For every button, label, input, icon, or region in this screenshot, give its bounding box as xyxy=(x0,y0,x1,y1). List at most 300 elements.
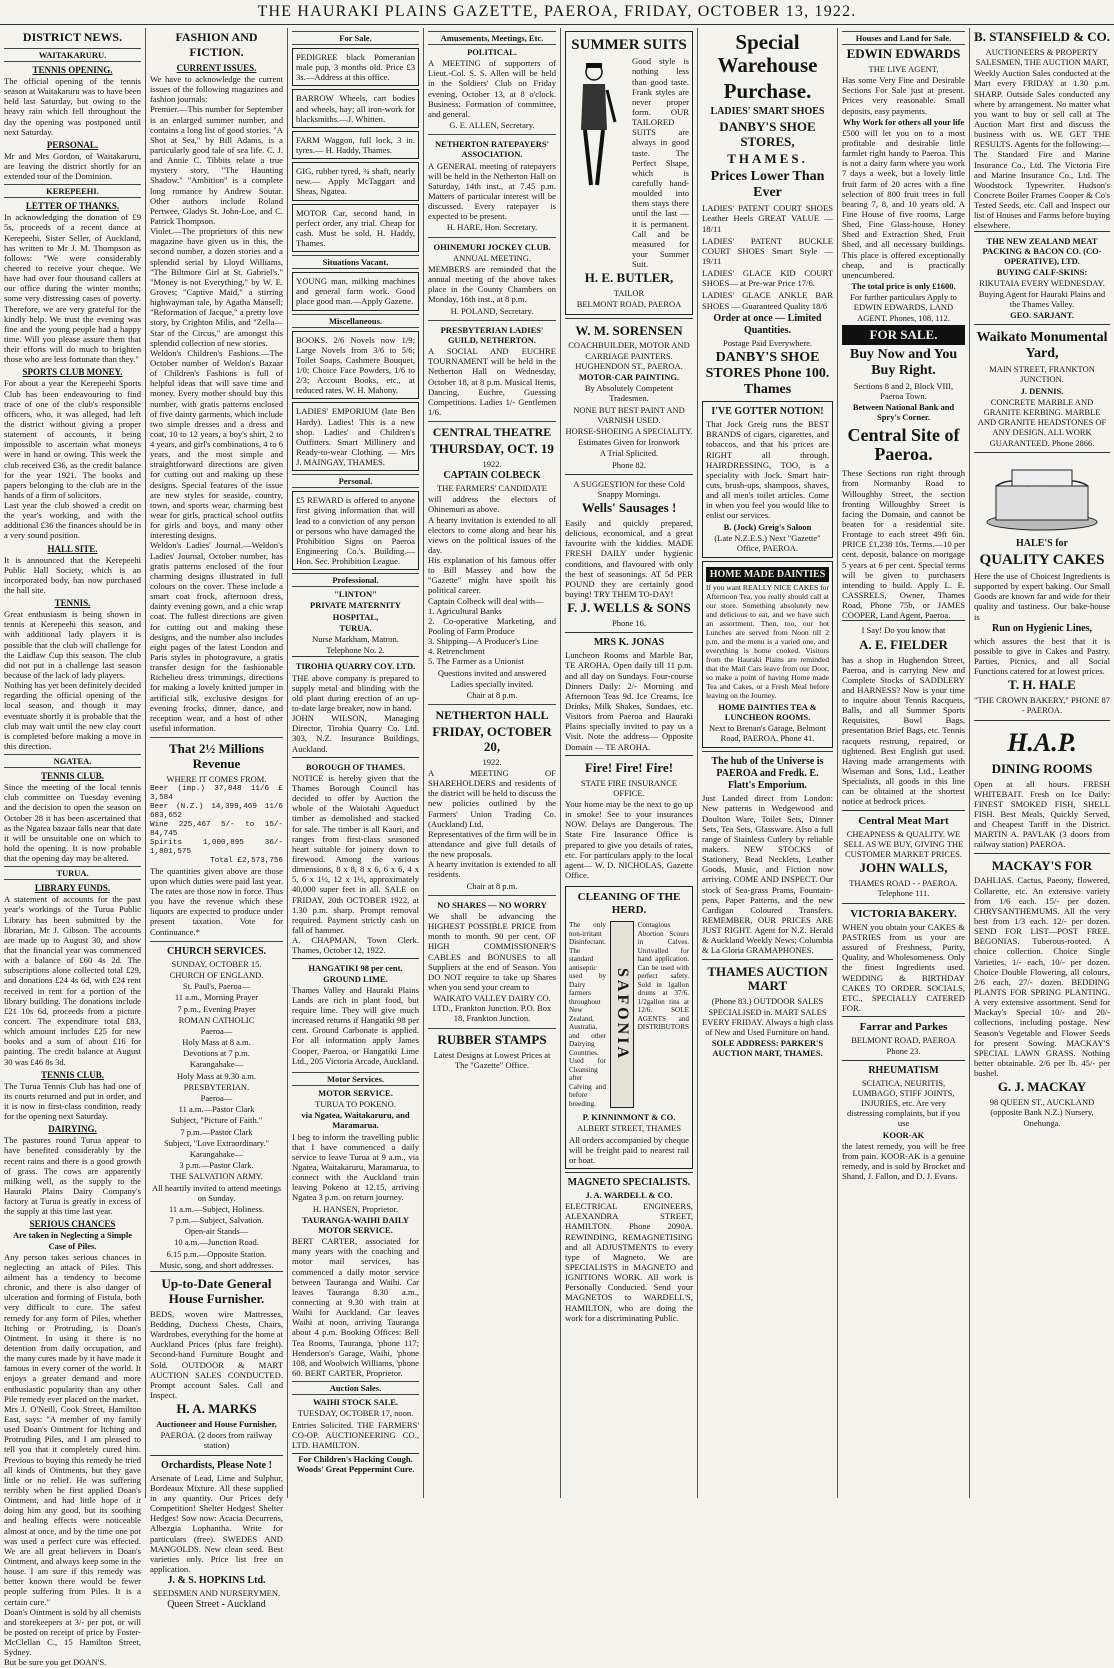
article-paragraph: Weldon's Ladies' Journal.—Weldon's Ladies' Journal, October number, has gratis patterns enclosed of the four charming designs illustrated in full colours on the cover. These include a smart coat frock, afternoon dress, dainty evening gown, and a chic wrap coat. The fullest directions are given for cutting out and making these designs, and the number also includes eight pages of the latest London and Paris styles in photogravure, a gratis transfer design for the fashionable Richelieu dress trimmings, directions for making a lovely knitted jumper in artificial silk, exclusive designs for evening frocks, dinner, dance, and reception wear, and a host of other useful information. xyxy=(150,540,283,733)
ad-text: The only non-irritant Disinfectant. The standard antiseptic used by Dairy farmers throughout New Zealand, Australia, and other Dairying Countries. Used for Cleansing after Calving and before breeding. xyxy=(569,921,606,1108)
shop-name: DANBY'S SHOE STORES, xyxy=(719,119,816,150)
ad-tagline: SEEDSMEN AND NURSERYMEN. xyxy=(152,1588,281,1599)
category-heading: Professional. xyxy=(292,573,419,587)
notice-title: PRESBYTERIAN LADIES' GUILD, NETHERTON. xyxy=(440,324,544,345)
article-paragraph: The official opening of the tennis season at Waitakaruru was to have been held last Saturday, but owing to the heavy rain which fell throughout the day the opening was postponed until next Saturday. xyxy=(4,76,141,137)
church-line: 11 a.m.—Subject, Holiness. xyxy=(168,1203,265,1214)
divider xyxy=(428,704,556,705)
product-name: SAFONIA xyxy=(613,968,631,1062)
ad-text: RIKUTAIA EVERY WEDNESDAY. Buying Agent for Hauraki Plains and the Thames Valley. xyxy=(978,278,1106,309)
church-line: ROMAN CATHOLIC xyxy=(178,1014,255,1025)
ad-text: BEDS, woven wire Mattresses, Bedding, Duchess Chests, Chairs, Wardrobes, everything for the home at Auckland Prices (plus fare freight). Second-hand Furniture Bought and Sold. OUTDOOR & MART AUCTION SALES CONDUCTED. Prompt account Sales. Call and Inspect. xyxy=(150,1308,283,1401)
ad-location: (Late N.Z.E.S.) Next "Gazette" Office, PAEROA. xyxy=(714,532,821,553)
church-line: 6.15 p.m.—Opposite Station. xyxy=(166,1248,267,1259)
classified-ad xyxy=(292,131,419,159)
ad-title: Orchardists, Please Note ! xyxy=(161,1459,272,1471)
ad-name: J. A. WARDELL & CO. xyxy=(585,1189,673,1200)
cake-illustration-icon xyxy=(982,462,1102,532)
ad-title: Wells' Sausages ! xyxy=(581,500,677,516)
ad-name: T. H. HALE xyxy=(1008,677,1076,693)
classified-ad xyxy=(292,491,419,570)
ad-title: DINING ROOMS xyxy=(991,760,1093,776)
ad-text: Luncheon Rooms and Marble Bar, TE AROHA. Open daily till 11 p.m. and all day on Sundays. Four-course Dinners Daily: 2/- Morning and Afternoon Teas 9d. Ice Creams, Ice Drinks, Milk Shakes, Sundaes, etc. Visitors from Paeroa and Hauraki Plains specially invited to pay us a Visit. Note the address— Opposite Domain — TE AROHA. xyxy=(565,650,693,752)
notice-text: A MEETING OF SHAREHOLDERS and residents of the district will be held to discuss the new policies outlined by the Farmers' Union Trading Co. (Auckland) Ltd. xyxy=(428,768,556,829)
footer-note: For Children's Hacking Cough. Woods' Great Peppermint Cure. xyxy=(292,1453,419,1474)
ad-text: CHEAPNESS & QUALITY. WE SELL AS WE BUY, GIVING THE CUSTOMER MARKET PRICES. xyxy=(843,828,964,860)
ad-title: THAMES AUCTION MART xyxy=(707,963,828,994)
borough-ad xyxy=(292,757,419,959)
church-title: CHURCH SERVICES. xyxy=(166,945,267,957)
ad-signature: GEO. SARJANT. xyxy=(1010,309,1074,320)
sub-heading: Are taken in Neglecting a Simple Case of Piles. xyxy=(12,1230,133,1251)
article-paragraph: Since the meeting of the local tennis club committee on Tuesday evening and the decision to open the season on October 28 it has been ascertained that as the Ngatea bazaar falls near that date it will be unsuitable one on which to hold the opening. It is now probable that the opening day may be altered. xyxy=(4,782,141,864)
ad-text: BOOKS. 2/6 Novels now 1/9; Large Novels from 3/6 to 5/6; Toilet Soaps, Cashmere Bouquet, 1/0; Choice Face Powders, 1/6 to 2/3; Account Books, etc., at reduced rates. W. H. Mahony. xyxy=(296,334,415,396)
ad-text: GIG, rubber tyred, ¾ shaft, nearly new.— Apply McTaggart and Sheas, Ngatea. xyxy=(296,166,415,197)
notice-text: Chair at 8 p.m. xyxy=(466,880,518,891)
ad-signature: JOHN WILSON, Managing Director, Tirohia Quarry Co. Ltd. 303, N.Z. Insurance Buildings, Auckland. xyxy=(292,713,419,754)
church-line: 11 a.m., Morning Prayer xyxy=(174,992,259,1003)
article-paragraph: In acknowledging the donation of £9 5s, proceeds of a recent dance at Kerepeehi, Sister Seller, of Auckland, has written to Mr J. M. Thompson as follows: "We were considerably cheered to receive your cheque. We have had over four thousand callers at our office during the winter months; some very distressing cases of poverty. Therefore, we are very grateful for the kindly help. We trust the evening was fine and the young people had a happy time. Will you please assure them that their efforts will do much to brighten those who are less fortunate than they." xyxy=(4,212,141,365)
ad-location: THAMES ROAD - - PAEROA. Telephone 111. xyxy=(849,878,958,899)
ad-location: Queen Street - Auckland xyxy=(167,1599,266,1611)
ad-title: VICTORIA BAKERY. xyxy=(850,907,957,920)
column-classifieds xyxy=(288,28,424,1498)
classified-ad xyxy=(292,89,419,127)
ad-text: A Trial Splicited. xyxy=(599,448,659,459)
hospital-line: Telephone No. 2. xyxy=(326,645,385,656)
hall-year: 1922. xyxy=(482,756,502,767)
ad-subtitle: Run on Hygienic Lines, xyxy=(991,622,1093,634)
ad-location: BELMONT ROAD, PAEROA xyxy=(576,299,682,310)
ad-title: Central Meat Mart xyxy=(858,814,949,827)
ad-text: which assures the best that it is possible to give in Cakes and Pastry. Parties, Picnics, and all Social Functions catered for at lowest prices. xyxy=(974,635,1110,677)
sub-heading: SPORTS CLUB MONEY. xyxy=(22,367,123,378)
sub-heading: TENNIS OPENING. xyxy=(32,65,113,75)
ad-subtitle: TURUA TO POKENO. xyxy=(315,1099,396,1110)
divider xyxy=(150,737,283,738)
ad-text: Sections 8 and 2, Block VIII, Paeroa Town. xyxy=(853,380,954,402)
ad-subtitle: Why Work for others all your life xyxy=(842,116,965,127)
shop-location: THAMES. xyxy=(727,151,808,167)
divider xyxy=(428,134,556,135)
ad-name: HOME DAINTIES TEA & LUNCHEON ROOMS. xyxy=(718,701,817,722)
article-paragraph: We have to acknowledge the current issues of the following magazines and fashion journals: xyxy=(150,74,283,105)
rheumatism-ad xyxy=(842,1060,965,1185)
ad-text: THE above company is prepared to supply metal and blinding with the old plant during erection of an up-to-date large breaker, now in hand. xyxy=(292,672,419,713)
notice-text: Chair at 8 p.m. xyxy=(466,689,518,700)
article-paragraph: Doan's Ointment is sold by all chemists and storekeepers at 3/- per pot, or will be posted on receipt of price by Foster-McClellan C., 15 Hamilton Street, Sydney. xyxy=(4,1606,141,1658)
ad-name: F. J. WELLS & SONS xyxy=(567,600,691,616)
ad-text: These Sections run right through from Normanby Road to Willoughby Street, the section fronting Willoughby Street is facing the Domain, and cannot be beaten for a residential site. Frontage to each street 49ft 6in. PRICE £1,238 10s. Terms.—10 per cent. deposit, balance on mortgage 5 years at 6 per cent. Special terms will be given to purchasers intending to build. Apply L. E. CASSRELS, Owner, Thames Road, Phone 75b, or JAMES COOPER, Land Agent, Paeroa. xyxy=(842,468,965,621)
man-figure-icon xyxy=(569,60,629,190)
ad-text: COACHBUILDER, MOTOR AND CARRIAGE PAINTERS. HUGHENDON ST., PAEROA. xyxy=(568,340,690,371)
section-title: DISTRICT NEWS. xyxy=(22,30,123,44)
ad-phone: Phone 16. xyxy=(612,618,646,629)
ad-text: DAHLIAS. Cactus, Paeony, flowered, Collarette, etc. An extensive variety from 1/6 each. 15/- per dozen. CHRYSANTHEMUMS. All the very best from 1/3 each. 12/- per dozen. SEND FOR LIST—POST FREE. BEGONIAS. Tuberous-rooted. A choice collection. Choice Single Varieties, 1/- each, 10/- per dozen. Choice Double Flowering, all colours, 2/6 each, 27/- dozen. BEDDING PLANTS FOR SPRING PLANTING. A very extensive assortment. Send for Mackay's Special 10/- and 20/- collections, including postage. New Season's Vegetable and Flower Seeds for present Sowing. MACKAY'S SPECIAL LAWN GRASS. Nothing better obtainable. 2/6 per lb. 45/- per bushel. xyxy=(974,875,1110,1079)
ad-text: Weekly Auction Sales conducted at the Mart every FRIDAY at 1.30 p.m. SHARP. Outside Sales conducted any where by arrangement. No matter what you want to buy or sell call at The Auction Mart first and discuss the business with us. WE GET THE RESULTS. Agents for the following:— The Standard Fire and Marine Insurance Co., Ltd. The Victoria Fire and Marine Insurance Co., Ltd. The Woodstock Typewriter. Hudson's Concrete Boiler Frames Cooper & Co's Tested Seeds, etc. Call and Inspect our list of Houses and Farms before buying elsewhere. xyxy=(974,68,1110,231)
hospital-ad xyxy=(292,589,419,655)
classified-ad xyxy=(292,48,419,86)
ad-title: TIROHIA QUARRY COY. LTD. xyxy=(295,661,416,672)
lime-ad xyxy=(292,958,419,1069)
product-name-vertical xyxy=(610,921,634,1108)
ad-text: Open at all hours. FRESH WHITEBAIT. Fresh on Ice Daily: FINEST SMOKED FISH, SHELL FISH. Best Meals, Quickly Served, and Cheapest Tariff in the District. MARTIN A. PAVLAK (3 doors from railway station) PAEROA. xyxy=(974,778,1110,850)
ad-subtitle: MOTOR-CAR PAINTING. xyxy=(578,372,680,383)
firm-tagline: AUCTIONEERS & PROPERTY SALESMEN, THE AUCTION MART, xyxy=(975,46,1109,68)
ad-text: has a shop in Hughendon Street, Paeroa, and is carrying New and Complete Stocks of SADDLERY and HARNESS? Now is your time to inquire about Tennis Racquets, Balls, and all Summer Sports Requisites, Bowl Bags, presentation Brief Bags, etc. Tennis racquets restrung, repaired, or tightened. Best English gut used. Having made arrangements with Wiseman and Sons, Ltd., Leather Specialists, all goods in this line can be obtained at the shortest notice at bedrock prices. xyxy=(842,654,965,807)
shoe-item: LADIES' PATENT BUCKLE COURT SHOES Smart Style — 19/11 xyxy=(702,235,833,266)
notice-text: will address the electors of Ohinemuri as above. xyxy=(428,494,556,515)
article-paragraph: The quantities given above are those upon which duties were paid last year. The rates are those now in force. Thus you have the revenue which these liquors are expected to produce under present taxation. Vote for Continuance.* xyxy=(150,865,283,937)
ad-title: MOTOR SERVICE. xyxy=(318,1087,393,1098)
ad-title: CLEANING OF THE HERD. xyxy=(577,891,681,917)
classified-ad xyxy=(292,204,419,253)
ad-title: The hub of the Universe is PAEROA and Fredk. E. Flatt's Emporium. xyxy=(711,756,824,792)
ad-text: BERT CARTER, associated for many years with the coaching and motor mail services, has commenced a daily motor service between Tauranga and Waihi. Car leaves Tauranga 8.30 a.m., connecting at 9.30 with train at Waihi for Auckland. Car leaves Waihi at noon, arriving Tauranga about 4 p.m. Booking Offices: Bell Tea Rooms, Tauranga, 'phone 117; Henderson's Garage, Waihi, 'phone 108, and Woolwich Williams, 'phone 60. BERT CARTER, Proprietor. xyxy=(292,1236,419,1378)
notice-text: A GENERAL meeting of ratepayers will be held in the Netherton Hall on Saturday, 14th inst., at 7.45 p.m. Matters of particular interest will be discussed. Every ratepayer is expected to be present. xyxy=(428,160,556,222)
sub-heading: TENNIS CLUB. xyxy=(40,1069,105,1080)
ad-subtitle: Between National Bank and Spry's Corner. xyxy=(852,402,955,423)
revenue-row: Wine 225,467 5/- to 15/- 84,745 xyxy=(150,821,283,838)
sub-heading: DAIRYING. xyxy=(48,1124,97,1135)
ad-text: Arsenate of Lead, Lime and Sulphur, Bordeaux Mixture. All these supplied in any quantity. Our Prices defy Competition! Shelter Hedges! Shelter Hedges! Sow now: Acacia Decurrens, Albezgia Lophantha. Write for particulars (free). SWEDES AND MANGOLDS. New clean seed. Best varieties only. Price list free on application. xyxy=(150,1472,283,1574)
ad-name: A. E. FIELDER xyxy=(859,636,948,652)
church-line: 3 p.m.—Pastor Clark. xyxy=(179,1160,254,1171)
notice-text: Captain Colbeck will deal with— xyxy=(428,595,544,606)
ad-title: MRS K. JONAS xyxy=(593,637,665,649)
ad-text: BARROW Wheels, cart bodies and wheels, hay; all iron-work for blacksmiths.—J. Whitten. xyxy=(296,93,415,124)
shoe-item: LADIES' GLACE KID COURT SHOES— at Pre-war Price 17/6. xyxy=(702,268,833,289)
category-heading: Motor Services. xyxy=(292,1072,419,1086)
ad-headline: Central Site of Paeroa. xyxy=(847,424,960,465)
ad-text: All orders accompanied by cheque will be freight paid to nearest rail or boat. xyxy=(569,1134,689,1165)
ad-location: Next to Brenan's Garage, Belmont Road, PAEROA. Phone 41. xyxy=(709,722,826,744)
article-paragraph: But be sure you get DOAN'S. xyxy=(4,1657,107,1668)
ad-pretext: A SUGGESTION for these Cold Snappy Mornings. xyxy=(573,478,685,499)
hospital-line: PRIVATE MATERNITY xyxy=(310,600,401,611)
revenue-table xyxy=(150,785,283,866)
ad-text: Good style is nothing less than good taste. Frank styles are never proper form. OUR TAILORED SUITS are always in good taste. The Perfect Shape, which is carefully hand-moulded into them stays there until the last — it is permanent. Call and be measured for your Summer Suit. xyxy=(632,56,689,270)
product-name: KOOR-AK xyxy=(882,1129,925,1140)
ad-tagline: Auctioneer and House Furnisher, xyxy=(156,1419,277,1430)
ad-title: MACKAY'S FOR xyxy=(991,857,1093,873)
ad-location: BELMONT ROAD, PAEROA Phone 23. xyxy=(851,1035,956,1056)
classified-ad xyxy=(292,272,419,310)
dainties-ad xyxy=(702,561,833,748)
hospital-line: Nurse Markham, Matron. xyxy=(312,633,399,644)
ad-subtitle: via Ngatea, Waitakaruru, and Maramarua. xyxy=(301,1110,410,1131)
theatre-date: THURSDAY, OCT. 19 xyxy=(430,440,554,456)
fielder-ad xyxy=(842,620,965,809)
revenue-row: Spirits 1,000,895 36/- 1,801,575 xyxy=(150,838,283,856)
article-paragraph: For about a year the Kerepeehi Sports Club has been endeavouring to find trace of one of the club's responsible officers, who, it was alleged, had left the district without giving a proper statement of accounts, it being impossible to ascertain what moneys were in hand or owing. This week the club received £36, as the credit balance for the year 1921. The books and papers belonging to the club are in the hands of a firm of solicitors. xyxy=(4,378,141,500)
dining-ad xyxy=(974,720,1110,853)
ad-text: Contagious Abortion Scours in Calves. Unrivalled for hand application. Can be used with perfect safety. Sold in 1gallon drums at 37/6. 1/2gallon tins at 12/6. SOLE AGENTS and DISTRIBUTORS xyxy=(637,921,689,1032)
church-line: Open-air Stands— xyxy=(184,1226,249,1237)
revenue-row: Beer (N.Z.) 14,399,469 11/6 683,652 xyxy=(150,803,283,821)
ad-signature: SOLE ADDRESS: PARKER'S AUCTION MART, THAMES. xyxy=(711,1038,824,1059)
ad-price: The total price is only £1600. xyxy=(851,280,956,291)
ad-title: I'VE GOTTER NOTION! xyxy=(711,406,824,418)
church-line: Paeroa— xyxy=(200,1025,233,1036)
notice-signature: H. HARE, Hon. Secretary. xyxy=(446,222,538,233)
ad-title: Up-to-Date General House Furnisher. xyxy=(161,1276,272,1306)
ad-footer: DANBY'S SHOE STORES Phone 100. Thames xyxy=(705,349,830,398)
ad-text: Phone 82. xyxy=(612,459,646,470)
notice-subtitle: ANNUAL MEETING. xyxy=(452,252,532,263)
church-line: Paeroa— xyxy=(200,1093,233,1104)
hall-date: FRIDAY, OCTOBER 20, xyxy=(432,723,552,754)
ad-title: Purchase. xyxy=(723,79,812,104)
church-line: Karangahake— xyxy=(189,1059,244,1070)
article-paragraph: Violet.—The proprietors of this new magazine have given us in this, the second number, a dozen stories and a splendid serial by Lloyd Williams, "The Biltmore Girl at St. Gabriel's." "Money is not Everything," by W. E. Groves; "Captive Maid," a stirring highwayman tale, by Agatha Mansell; "Reformation of Jacque," a pretty love story, by Crighton Milis, and "Zella—Star of the Circus," are amongst this splendid collection of new stories. xyxy=(150,226,283,348)
ad-title: Special Warehouse xyxy=(717,30,818,78)
ad-location: MAIN STREET, FRANKTON JUNCTION. xyxy=(989,364,1095,385)
sorensen-ad xyxy=(565,318,693,474)
theatre-title: CENTRAL THEATRE xyxy=(432,425,552,440)
church-line: Subject, "Picture of Faith." xyxy=(170,1115,263,1126)
section-title: FASHION AND FICTION. xyxy=(175,30,258,59)
ad-text: Postage Paid Everywhere. xyxy=(723,337,812,348)
ad-title: WAIHI STOCK SALE. xyxy=(312,1397,399,1408)
classified-ad xyxy=(292,331,419,400)
ad-signature: H. HANSEN, Proprietor. xyxy=(312,1203,399,1214)
hall-title: NETHERTON HALL xyxy=(435,708,549,723)
category-heading: Houses and Land for Sale. xyxy=(842,31,965,45)
ad-text: (Phone 83.) OUTDOOR SALES SPECIALISED in. MART SALES EVERY FRIDAY. Always a high class of New and Used Furniture on hand. xyxy=(702,996,833,1037)
notice-title: POLITICAL. xyxy=(467,47,517,57)
ad-text: I beg to inform the travelling public that I have commenced a daily service to leave Turua at 9 a.m., via Ngatea, Waitakaruru, Maramarua, to connect with the Auckland train leaving Pokeno at 12.15, arriving Ngatea 3 p.m. on return journey. xyxy=(292,1131,419,1203)
church-line: THE SALVATION ARMY. xyxy=(170,1171,263,1182)
ad-subtitle: BUYING CALF-SKINS: xyxy=(996,267,1088,278)
ad-text: MOTOR Car, second hand, in perfect order, any trial. Cheap for cash. Must be sold. H. Haddy, Thames. xyxy=(296,207,415,248)
column-meetings xyxy=(424,28,561,1498)
ad-name: H. A. MARKS xyxy=(176,1401,257,1417)
church-line: Karangahake— xyxy=(189,1148,244,1159)
column-land xyxy=(838,28,970,1498)
church-line: Holy Mass at 9.30 a.m. xyxy=(176,1070,257,1081)
church-line: St. Paul's, Paeroa— xyxy=(182,981,251,992)
notice-title: NO SHARES — NO WORRY xyxy=(437,899,547,910)
category-heading: Situations Vacant. xyxy=(292,255,419,269)
article-paragraph: Any person takes serious chances in neglecting an attack of Piles. This ailment has a tendency to become chronic, and there is also danger of ulceration and forming of Fistula, both very difficult to cure. The safest remedy for any form of Piles, whether Itching or Protruding, is Doan's Ointment. In using it there is no detention from daily occupation, and the many cures made by it have made it famous in every corner of the world. It enjoys a greater demand and more enthusiastic popularity than any other Pile remedy ever placed on the market. xyxy=(4,1251,141,1404)
ad-text: Entries Solicited. THE FARMERS' CO-OP. AUCTIONEERING CO., LTD. HAMILTON. xyxy=(292,1419,419,1450)
ad-text: £5 REWARD is offered to anyone first giving information that will lead to a conviction of any person or persons who have damaged the Prohibition Signs on Paeroa Engineering Co.'s. Building.— Hon. Sec. Prohibition League. xyxy=(296,495,415,567)
flatt-ad xyxy=(702,751,833,958)
ad-name: JOHN WALLS, xyxy=(859,860,948,876)
revenue-total: Total £2,573,756 xyxy=(210,856,283,865)
agent-tagline: THE LIVE AGENT, xyxy=(868,63,939,74)
category-heading: Personal. xyxy=(292,474,419,488)
ad-subtitle: LADIES' SMART SHOES xyxy=(710,106,825,118)
monumental-ad xyxy=(974,324,1110,452)
notice-text: A SOCIAL AND EUCHRE TOURNAMENT will be held in the Netherton Hall on Wednesday, October 18, at 8 p.m. Musical Items, Dancing, Euchre, Guessing Competitions. Ladies 1/- Gentlemen 1/6. xyxy=(428,346,556,417)
category-heading: For Sale. xyxy=(292,31,419,45)
topic-item: 5. The Farmer as a Unionist xyxy=(428,656,524,667)
sub-heading: CURRENT ISSUES. xyxy=(176,63,257,73)
ad-text: Order at once — Limited Quantities. xyxy=(713,312,822,336)
notice-signature: H. POLAND, Secretary. xyxy=(450,305,534,316)
ad-title: MAGNETO SPECIALISTS. xyxy=(567,1176,691,1188)
hospital-line: "LINTON" xyxy=(334,589,377,600)
ad-text: HORSE-SHOEING A SPECIALITY. xyxy=(565,425,693,436)
ad-location: ALBERT STREET, THAMES xyxy=(576,1123,682,1134)
fire-ad xyxy=(565,755,693,883)
revenue-row: Beer (imp.) 37,848 11/6 £ 3,584 xyxy=(150,785,283,803)
masthead: THE HAURAKI PLAINS GAZETTE, PAEROA, FRIDAY, OCTOBER 13, 1922. xyxy=(0,0,1114,25)
dining-monogram: H.A.P. xyxy=(1007,727,1077,757)
ad-location: 98 QUEEN ST., AUCKLAND (opposite Bank N.Z.) Nursery, Onehunga. xyxy=(989,1097,1095,1128)
furnisher-ad xyxy=(150,1271,283,1455)
orchardists-ad xyxy=(150,1455,283,1616)
classified-ad xyxy=(292,402,419,471)
church-line: Music, song, and short addresses. xyxy=(159,1259,274,1270)
ad-text: NOTICE is hereby given that the Thames Borough Council has decided to offer by Auction the whole of the Waiotahi Aqueduct timber as demolished and stacked for sale. The timber is all Kauri, and ranges from first-class seasoned heart suitable for joinery down to firewood. Among the various dimensions, 8 x 8, 8 x 6, 6 x 6, 4 x 5, 6 x 1½, 12 x 1½, approximately 40,000 super feet in all. SALE on FRIDAY, 20th OCTOBER 1922, at 1.30 p.m. sharp. Prompt removal required. Payment strictly cash on fall of hammer. xyxy=(292,772,419,935)
classified-ad xyxy=(292,162,419,200)
farrar-ad xyxy=(842,1016,965,1060)
column-district-news xyxy=(0,28,146,1668)
divider xyxy=(428,1028,556,1029)
ad-name: B. (Jock) Greig's Saloon xyxy=(723,521,812,532)
column-ads-b xyxy=(698,28,838,1498)
church-line: PRESBYTERIAN. xyxy=(183,1081,250,1092)
place-heading: WAITAKARURU. xyxy=(4,48,141,62)
column-ads-a xyxy=(561,28,698,1498)
hospital-line: TURUA. xyxy=(339,622,372,633)
category-heading: Miscellaneous. xyxy=(292,314,419,328)
ad-text: Estimates Given for Ironwork xyxy=(578,437,680,448)
ad-text: NONE BUT BEST PAINT AND VARNISH USED. xyxy=(573,404,685,425)
ad-name: J. DENNIS. xyxy=(1020,385,1064,396)
ad-headline: Buy Now and You Buy Right. xyxy=(849,346,958,378)
greig-ad xyxy=(702,401,833,558)
revenue-title: That 2½ Millions Revenue xyxy=(169,741,264,772)
notice-text: His explanation of his famous offer to Bill Massey and how the "Gazette" might have spoilt his political career. xyxy=(428,555,556,596)
ad-signature: A. CHAPMAN, Town Clerk. Thames, October 12, 1922. xyxy=(292,935,419,956)
category-heading: Auction Sales. xyxy=(292,1381,419,1395)
ad-text: Has some Very Fine and Desirable Sections For Sale just at present. Prices very reasonable. Small deposits, easy payments. xyxy=(842,75,965,116)
notice-text: Representatives of the firm will be in attendance and give full details of the new proposals. xyxy=(428,828,556,860)
church-line: 7 p.m.—Pastor Clark xyxy=(180,1126,253,1137)
ad-text: £500 will let you on to a most profitable and desirable little farmlet right handy to Paeroa. This is not a dairy farm where you work 7 days a week, but a lovely little fruit farm of 20 acres with a fine selection of 800 fruit trees in full bearing 7, 8, and 10 years old. A Fine House of five rooms, Large Shed, Fine Glass-house, Honey Shed and Extraction Shed, Fruit Shed, and all necessary buildings. This place is offered exceptionally cheap, and is practically unencumbered. xyxy=(842,127,965,280)
ad-name: J. & S. HOPKINS Ltd. xyxy=(167,1575,266,1587)
candidate-name: CAPTAIN COLBECK xyxy=(443,470,541,482)
bakery-ad xyxy=(842,903,965,1016)
meat-mart-ad xyxy=(842,810,965,903)
hale-cakes-ad xyxy=(974,452,1110,720)
for-sale-banner: FOR SALE. xyxy=(842,325,965,345)
sub-heading: SERIOUS CHANCES xyxy=(29,1219,116,1230)
magneto-ad xyxy=(565,1172,693,1326)
ad-text: ELECTRICAL ENGINEERS, ALEXANDRA STREET, HAMILTON. Phone 2090A. REWINDING, REMAGNETISING and all ADJUSTMENTS to every type of Magneto. We are SPECIALISTS in MAGNETO and IGNITIONS WORK. All work is Personally Conducted. Send your MAGNETOS to WARDELL'S, HAMILTON, who are doing the work for a discriminating Public. xyxy=(565,1201,693,1323)
ad-title: TAURANGA-WAIHI DAILY MOTOR SERVICE. xyxy=(302,1214,409,1235)
notice-title: OHINEMURI JOCKEY CLUB. xyxy=(433,241,551,252)
article-paragraph: Last year the club showed a credit on the year's working, and with the additional £36 the finances should be in a very sound position. xyxy=(4,500,141,541)
topic-item: 4. Retrenchment xyxy=(428,646,485,657)
notice-text: Questions invited and answered xyxy=(437,667,547,678)
ad-text: the latest remedy, you will be free from pain. KOOR-AK is a genuine remedy, and is sold by Brocket and Shand, J. Fallon, and D. J. Evans. xyxy=(842,1140,965,1182)
ad-title: Farrar and Parkes xyxy=(859,1021,948,1034)
sub-heading: LETTER OF THANKS. xyxy=(25,201,120,212)
firm-name: B. STANSFIELD & CO. xyxy=(974,29,1110,44)
topic-item: 3. Shipping—A Producer's Line xyxy=(428,636,538,647)
column-fashion-fiction xyxy=(146,28,288,1611)
ad-text: LADIES' EMPORIUM (late Ben Hardy). Ladies! This is a new shop. Ladies' and Children's Outfitters. Smart Millinery and Ready-to-wear Clothing. — Mrs J. MAINGAY, THAMES. xyxy=(296,406,415,468)
ad-tagline: TAILOR xyxy=(613,288,645,299)
place-heading: TURUA. xyxy=(4,866,141,880)
ad-text: PEDIGREE black Pomeranian male pup, 3 months old. Price £3 3s.—Address at this office. xyxy=(296,52,415,83)
jonas-ad xyxy=(565,632,693,754)
article-paragraph: Weldon's Children's Fashions.—The October number of Weldon's Bazaar of Children's Fashions is full of helpful ideas that will save time and money. Every mother should buy this number, with gratis patterns enclosed of five dainty garments, which include two simple dresses and a dress and coat, 10 to 12 years, a boy's shirt, 2 to 4 years, and girl's combinations, 4 to 6 years, and the most simple and straightforward directions are given for cutting out and making up these designs. Special features of the issue are new styles for seaside, country, town, and sports wear, charming best wear for girls, practical school outfits for girls and boys, and many other interesting designs. xyxy=(150,347,283,541)
ad-title: THE NEW ZEALAND MEAT PACKING & BACON CO. (CO-OPERATIVE), LTD. xyxy=(982,235,1102,266)
church-list xyxy=(150,970,283,1270)
sub-heading: PERSONAL. xyxy=(46,139,99,150)
notice-signature: G. E. ALLEN, Secretary. xyxy=(449,120,535,131)
ad-pretext: I Say! Do you know that xyxy=(861,625,946,636)
category-heading: Amusements, Meetings, Etc. xyxy=(428,31,556,45)
place-heading: NGATEA. xyxy=(4,754,141,768)
notice-signature: WAIKATO VALLEY DAIRY CO. LTD., Frankton Junction. P.O. Box 18, Frankton Junction. xyxy=(432,993,552,1024)
safonia-ad xyxy=(565,886,693,1169)
ad-text: Just Landed direct from London: New patterns in Wedgewood and Doulton Ware, Toilet Sets, Dinner Sets, Tea Sets, Glassware. Also a full range of Stainless Cutlery by reliable makers. NEW STOCKS of Stationery, Bead Necklets, Leather Goods, Music, and Fiction now arriving. COME AND INSPECT. Our stock of Sea-grass Prams, Fountain-pens, Paper Patterns, and the new Cardigan Coloured Transfers. REMEMBER, OUR PRICES ARE JUST RIGHT. Agent for N.Z. Herald & Auckland Weekly News; Columbia & La Gloria GRAMAPHONES. xyxy=(702,793,833,956)
ad-text: If you want REALLY NICE CAKES for Afternoon Tea, you really should call at our store. Something absolutely new and delicious to eat, and we have such an assortment. Then, too, our hot Lunches are served from Noon till 2 p.m. and the menu is a varied one, and everything is home cooked. Visitors from the Hauraki Plains are reminded that the Mail Cars leave from our Door, so make a point of having Home made Tea and Cakes, or a Fresh Meal before leaving on the Journey. xyxy=(706,583,829,700)
ad-title: W. M. SORENSEN xyxy=(575,322,683,338)
ad-headline: Prices Lower Than Ever xyxy=(710,169,825,201)
notice-title: NETHERTON RATEPAYERS' ASSOCIATION. xyxy=(435,139,549,160)
summer-suits-ad xyxy=(565,31,693,315)
wells-ad xyxy=(565,474,693,633)
ad-title: SUMMER SUITS xyxy=(571,37,687,53)
church-line: 10 a.m.—Junction Road. xyxy=(174,1237,259,1248)
divider xyxy=(428,320,556,321)
divider xyxy=(150,941,283,942)
ad-title: QUALITY CAKES xyxy=(979,551,1105,568)
ad-title: Waikato Monumental Yard, xyxy=(976,330,1108,362)
sub-heading: HALL SITE. xyxy=(47,543,98,554)
candidate-sub: THE FARMERS' CANDIDATE xyxy=(437,483,547,494)
topic-item: 2. Co-operative Marketing, and Pooling of Farm Produce xyxy=(428,615,556,637)
church-date: SUNDAY, OCTOBER 15. xyxy=(171,958,262,969)
church-line: CHURCH OF ENGLAND. xyxy=(169,969,264,980)
ad-title: HOME MADE DAINTIES xyxy=(706,567,829,582)
ad-name: H. E. BUTLER, xyxy=(584,270,674,286)
ad-title: Fire! Fire! Fire! xyxy=(584,759,674,775)
ad-text: WHEN you obtain your CAKES & PASTRIES from us your are assured of Freshness, Purity, Quality, and Wholesomeness. Only the finest Ingredients used. WEDDING & BIRTHDAY CAKES TO ORDER. SOCIALS, ETC., SPECIALLY CATERED FOR. xyxy=(842,921,965,1013)
church-line: Devotions at 7 p.m. xyxy=(183,1048,250,1059)
church-line: Subject, "Love Extraordinary." xyxy=(163,1137,270,1148)
topic-item: 1. Agricultural Banks xyxy=(428,605,502,616)
divider xyxy=(428,237,556,238)
ad-subtitle: STATE FIRE INSURANCE OFFICE. xyxy=(580,777,678,798)
quarry-ad xyxy=(292,656,419,756)
ad-text: SCIATICA, NEURITIS, LUMBAGO, STIFF JOINTS, INJURIES, etc. Are very distressing complaints, but if you use xyxy=(846,1077,961,1129)
divider xyxy=(428,895,556,896)
church-line: 11 a.m.—Pastor Clark xyxy=(178,1104,255,1115)
church-line: 7 p.m., Evening Prayer xyxy=(177,1003,256,1014)
ad-text: That Jock Greig runs the BEST BRANDS of cigars, cigarettes, and tobaccos, and that his prices are RIGHT all through. HAIRDRESSING, TOO, is a speciality with Jock. Smart hair-cuts, brush-ups, shampoos, shaves, and all men's toilet articles. Come in when you feel you would like to enlist our services. xyxy=(706,419,829,521)
auction-mart-ad xyxy=(702,959,833,1063)
article-paragraph: Great enthusiasm is being shown in tennis at Kerepeehi this season, and with additional lady players it is possible that the club will challenge for the Laidlaw Cup this season. The club did not put in a challenge last season because of the lack of lady players. xyxy=(4,609,141,681)
ad-text: Your home may be the next to go up in smoke! See to your insurances NOW. Delays are Dangerous. The State Fire Insurance Office is prepared to give you details of rates, etc. For particulars apply to the local agent— W. D. NICHOLAS, Gazette Office. xyxy=(565,798,693,880)
notice-text: Ladies specially invited. xyxy=(450,678,534,689)
theatre-year: 1922. xyxy=(482,458,502,469)
revenue-subtitle: WHERE IT COMES FROM. xyxy=(166,774,267,785)
ad-pretext: HALE'S for xyxy=(1016,537,1068,549)
ad-text: Easily and quickly prepared, delicious, economical, and a great favourite with the kiddies. MADE FRESH DAILY under hygienic conditions, and flavoured with only the best of seasonings. AT 5d PER POUND they are certainly good buying! TRY THEM TO-DAY! xyxy=(565,518,693,599)
ad-location: PAEROA. (2 doors from railway station) xyxy=(160,1430,273,1451)
ad-text: FARM Waggon, full lock, 3 in. tyres.— H. Haddy, Thames. xyxy=(296,134,415,155)
article-paragraph: Mr and Mrs Gordon, of Waitakaruru, are leaving the district shortly for an extended tour of the Dominion. xyxy=(4,150,141,182)
